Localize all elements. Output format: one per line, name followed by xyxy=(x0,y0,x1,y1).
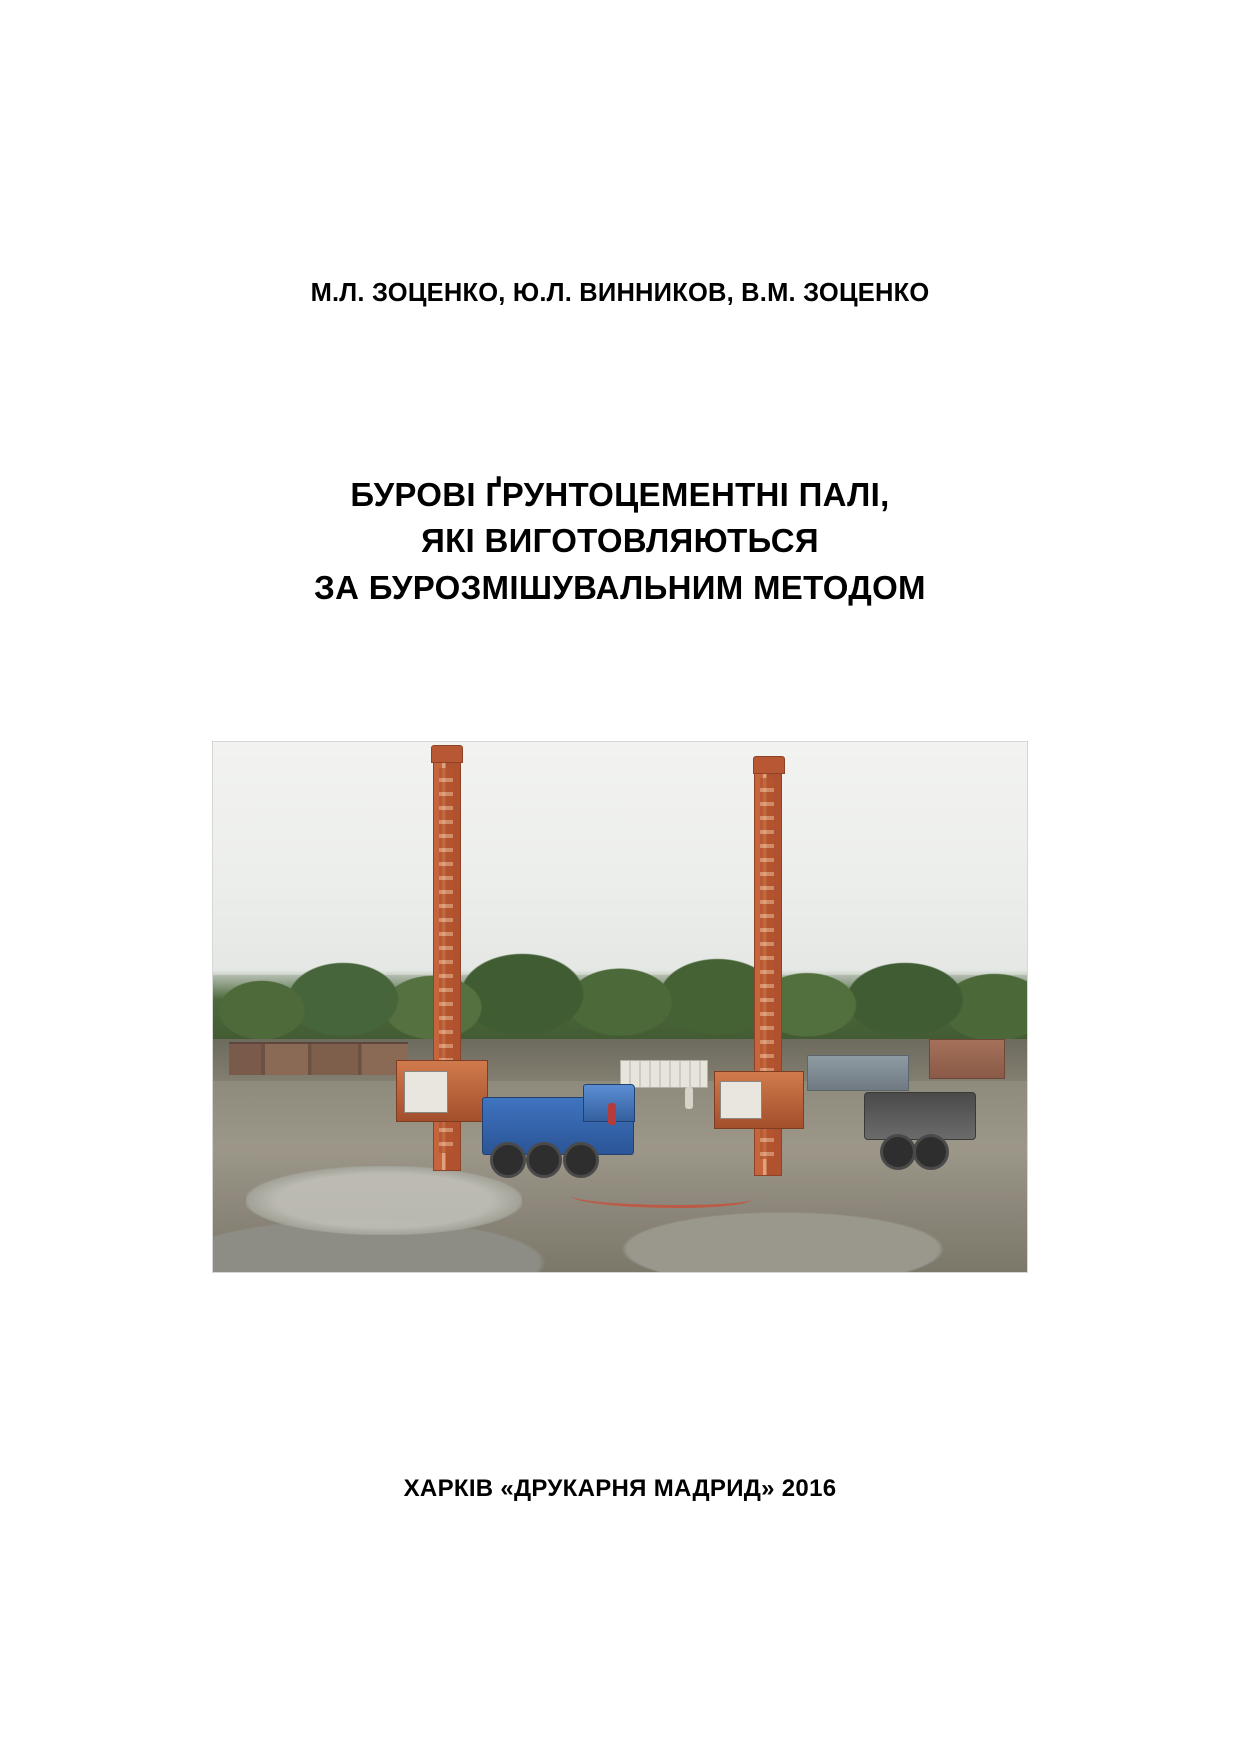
book-title xyxy=(314,472,926,613)
photo-mast-cap-right xyxy=(753,756,785,774)
photo-treeline xyxy=(213,917,1027,1050)
cover-photograph xyxy=(213,742,1027,1272)
authors-line: М.Л. ЗОЦЕНКО, Ю.Л. ВИННИКОВ, В.М. ЗОЦЕНКО xyxy=(310,279,930,307)
book-title-line-1: БУРОВІ ҐРУНТОЦЕМЕНТНІ ПАЛІ, xyxy=(350,475,890,513)
photo-mast-cap-left xyxy=(431,745,463,763)
photo-mud-pool xyxy=(246,1166,523,1235)
photo-rig-cab-right xyxy=(720,1081,762,1119)
photo-rig-cab-left xyxy=(404,1071,448,1113)
publisher-line: ХАРКІВ «ДРУКАРНЯ МАДРИД» 2016 xyxy=(403,1475,837,1502)
book-title-line-3: ЗА БУРОЗМІШУВАЛЬНИМ МЕТОДОМ xyxy=(314,569,926,607)
photo-shed xyxy=(807,1055,909,1091)
photo-worker xyxy=(685,1087,693,1109)
photo-railcars xyxy=(229,1042,408,1076)
photo-crawler-tracks xyxy=(864,1092,976,1140)
book-title-line-2: ЯКІ ВИГОТОВЛЯЮТЬСЯ xyxy=(421,522,819,560)
photo-brick-building xyxy=(929,1039,1005,1079)
photo-worker xyxy=(608,1103,616,1125)
photo-wheel xyxy=(490,1142,526,1178)
